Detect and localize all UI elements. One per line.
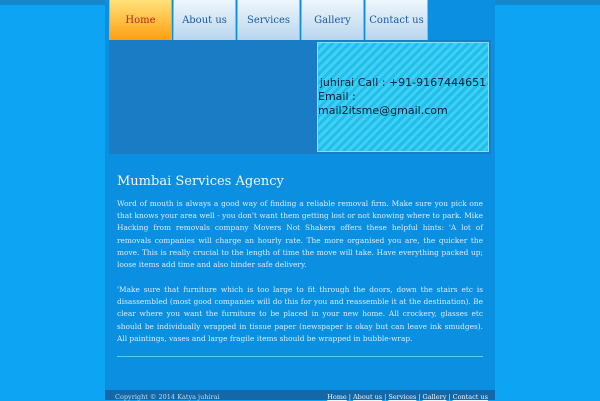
nav-gallery[interactable]: Gallery [301,0,364,40]
header-left-panel [109,40,317,154]
footer-link-contact-us[interactable]: Contact us [452,393,488,401]
main-nav [109,0,429,40]
footer-separator: | [448,393,451,401]
header-banner [109,40,491,154]
nav-services[interactable]: Services [237,0,300,40]
content-paragraph-1: Word of mouth is always a good way of finding a reliable removal firm. Make sure you pick one that knows your area well - you don't want them getting lost or not knowing where to park. Mike Hacking from removals company Movers Not Shakers offers these helpful hints: 'A lot of removals companies will charge an hourly rate. The more organised you are, the quicker the move. This is really crucial to the length of time the move will take. Have everything packed up; loose items add time and also hinder safe delivery. [117,199,483,270]
nav-home[interactable]: Home [109,0,172,40]
footer-link-services[interactable]: Services [388,393,417,401]
footer-separator: | [384,393,387,401]
footer-copyright: Copyright © 2014 Katya juhirai [115,393,220,401]
footer-link-about-us[interactable]: About us [352,393,383,401]
footer-link-home[interactable]: Home [327,393,347,401]
contact-panel [317,42,489,152]
footer-separator: | [418,393,421,401]
page-title: Mumbai Services Agency [117,174,284,189]
contact-call: juhirai Call : +91-9167444651 [319,76,487,89]
content-divider [117,356,483,357]
contact-email: Email : mail2itsme@gmail.com [318,90,448,117]
footer-separator: | [348,393,351,401]
nav-about-us[interactable]: About us [173,0,236,40]
nav-contact-us[interactable]: Contact us [365,0,428,40]
footer-link-gallery[interactable]: Gallery [422,393,447,401]
content-paragraph-2: 'Make sure that furniture which is too large to fit through the doors, down the stairs etc is disassembled (most good companies will do this for you and reassemble it at the destination). Be clear where you want the furniture to be placed in your new home. All crockery, glasses etc should be individually wrapped in tissue paper (newspaper is okay but can leave ink smudges). All paintings, vases and large fragile items should be wrapped in bubble-wrap. [117,285,483,343]
